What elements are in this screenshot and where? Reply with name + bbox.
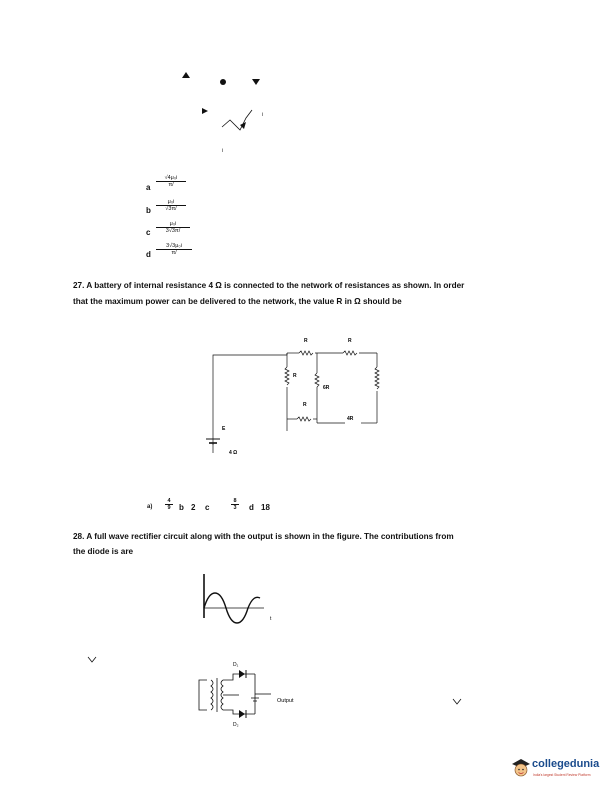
q26-opt-b-frac: [156, 199, 186, 212]
label-internal-resistance: 4 Ω: [229, 450, 238, 456]
resistor-top-1: [299, 351, 313, 355]
label-emf: E: [222, 426, 226, 432]
q28-waveform: [190, 568, 280, 640]
brand-tagline: India's largest Student Review Platform: [533, 773, 591, 777]
label-r-top1: R: [304, 338, 308, 344]
q26-opt-a-letter: a: [146, 183, 151, 192]
resistor-top-2: [343, 351, 357, 355]
q26-opt-a-num: √4μ₀i: [156, 175, 186, 182]
wire-path: [222, 110, 252, 130]
label-r-low: R: [303, 402, 307, 408]
q26-opt-d-den: π/: [171, 250, 177, 256]
q27-opt-c-num: 8: [231, 498, 239, 505]
brand-name: collegedunia: [532, 758, 600, 770]
arrow-up-icon: [182, 72, 190, 78]
q27-opt-b-value: 2: [191, 503, 196, 512]
q27-opt-a-frac: [165, 498, 173, 511]
outer-wire: [213, 355, 287, 435]
q26-figure-svg: [160, 60, 290, 160]
q27-opt-c-frac: [231, 498, 239, 511]
q27-circuit-svg: [205, 325, 395, 460]
q26-opt-d-letter: d: [146, 250, 151, 259]
arrow-right-icon: [202, 108, 208, 114]
q26-opt-c-den: 3√3π/: [165, 228, 181, 234]
q27-opt-c-den: 3: [233, 505, 237, 511]
q26-opt-c-frac: [156, 221, 190, 234]
current-label-bottom: i: [222, 148, 224, 154]
label-d1: D₁: [233, 662, 239, 668]
q26-opt-a-frac: [156, 175, 186, 188]
resistor-left: [285, 367, 289, 385]
q28-text-line2: the diode is are: [73, 547, 134, 556]
resistor-right: [375, 367, 379, 389]
q26-opt-b-letter: b: [146, 206, 151, 215]
waveform-t-label: t: [270, 616, 272, 622]
brand-logo: [510, 755, 610, 785]
q26-opt-d-num: 3√3μ₀i: [156, 243, 192, 250]
transformer-coil-right: [221, 680, 223, 710]
q27-opt-b-label: b: [179, 503, 184, 512]
q27-circuit: [205, 325, 395, 460]
check-mark-left-icon: [87, 651, 97, 669]
q28-rectifier-circuit: [195, 658, 335, 728]
q26-opt-a-den: π/: [168, 182, 174, 188]
current-label-right: i: [262, 112, 264, 118]
transformer-primary-lead: [199, 680, 207, 710]
brand-mascot-icon: [510, 757, 532, 779]
transformer-coil-left: [211, 680, 213, 710]
q26-opt-c-num: μ₀i: [156, 221, 190, 228]
q27-opt-a-num: 4: [165, 498, 173, 505]
q27-opt-d-value: 18: [261, 503, 270, 512]
q27-options: [147, 496, 307, 520]
q26-opt-d-frac: [156, 243, 192, 256]
q27-text-line1: 27. A battery of internal resistance 4 Ω is connected to the network of resistances as shown. In order: [73, 281, 465, 290]
q26-opt-b-num: μ₀i: [156, 199, 186, 206]
q27-opt-c-label: c: [205, 503, 210, 512]
label-r-top2: R: [348, 338, 352, 344]
q27-opt-a-den: 9: [167, 505, 171, 511]
label-4r: 4R: [347, 416, 354, 422]
q27-text-line2: that the maximum power can be delivered to the network, the value R in Ω should be: [73, 297, 402, 306]
label-r-left: R: [293, 373, 297, 379]
q26-figure: [160, 60, 290, 160]
label-d2: D₂: [233, 722, 239, 728]
check-mark-right-icon: [452, 693, 462, 711]
q27-opt-a-label: a): [147, 504, 153, 510]
arrow-down-icon: [252, 79, 260, 85]
q26-opt-c-letter: c: [146, 228, 151, 237]
q28-waveform-svg: [190, 568, 280, 640]
q28-rectifier-svg: [195, 658, 335, 728]
resistor-low: [297, 417, 311, 421]
q28-text-line1: 28. A full wave rectifier circuit along with the output is shown in the figure. The contributions from: [73, 532, 454, 541]
diode-d2-icon: [239, 710, 245, 718]
q27-opt-d-label: d: [249, 503, 254, 512]
diode-d1-icon: [239, 670, 245, 678]
q26-opt-b-den: √3π/: [165, 206, 177, 212]
label-output: Output: [277, 698, 294, 704]
label-6r: 6R: [323, 385, 330, 391]
resistor-6r: [315, 373, 319, 387]
dot-icon: [220, 79, 226, 85]
